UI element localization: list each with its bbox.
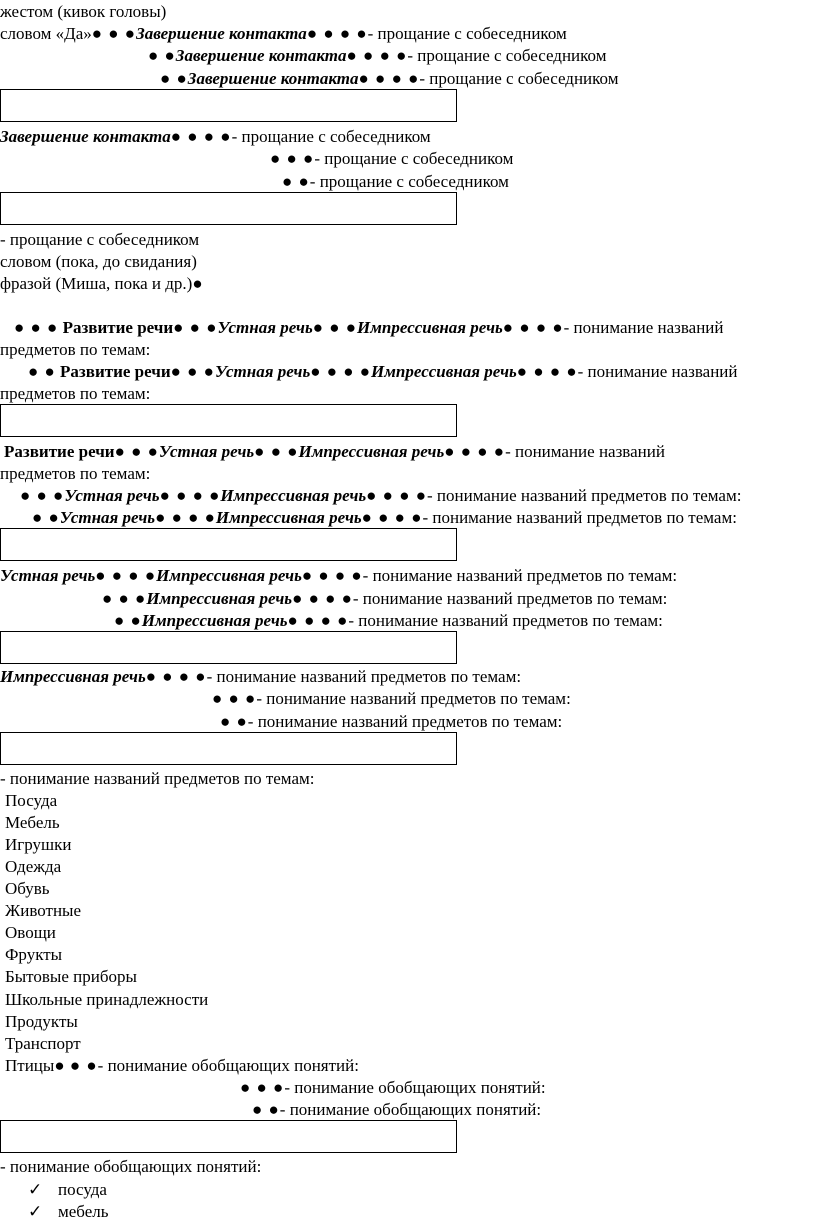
text: - понимание названий <box>563 318 724 337</box>
list-item: Школьные принадлежности <box>5 990 209 1009</box>
bullet-dots: ● ● ● ● <box>155 508 216 527</box>
bullet-dots: ● ● ● <box>240 1078 285 1097</box>
bullet-dots: ● ● ● ● <box>145 667 207 686</box>
empty-box <box>0 192 457 225</box>
bullet-dots: ● ● ● <box>91 24 137 43</box>
text: - прощание с собеседником <box>314 149 514 168</box>
bullet-dots: ● ● ● ● <box>306 24 368 43</box>
text: - понимание названий предметов по темам: <box>422 508 737 527</box>
text: фразой (Миша, пока и др.) <box>0 274 193 293</box>
text: - прощание с собеседником <box>231 127 431 146</box>
bullet-dots: ● ● <box>160 69 188 88</box>
checkmark-icon: ✓ <box>28 1202 43 1221</box>
heading-italic: Завершение контакта <box>187 69 359 88</box>
bullet-dots: ● <box>54 1056 66 1075</box>
list-item: Бытовые приборы <box>5 967 137 986</box>
text-line <box>4 442 665 462</box>
heading-italic: Устная речь <box>59 508 156 527</box>
text-line <box>212 689 571 709</box>
text: - понимание названий предметов по темам: <box>206 667 522 686</box>
heading-italic: Импрессивная речь <box>357 318 503 337</box>
empty-box <box>0 631 457 664</box>
text: - понимание названий предметов по темам: <box>247 712 563 731</box>
empty-box <box>0 528 457 561</box>
text: - понимание названий предметов по темам: <box>256 689 571 708</box>
text-line: предметов по темам: <box>0 464 151 483</box>
bullet-dots: ● ● ● ● <box>310 362 372 381</box>
heading-italic: Завершение контакта <box>136 24 307 43</box>
bullet-dots: ● ● ● <box>170 362 215 381</box>
text-line <box>0 24 567 44</box>
heading-italic: Устная речь <box>217 318 313 337</box>
empty-box <box>0 89 457 122</box>
text-line: словом (пока, до свидания) <box>0 252 197 271</box>
text: - понимание названий предметов по темам: <box>352 589 668 608</box>
text: Птицы <box>5 1056 55 1075</box>
heading-italic: Устная речь <box>214 362 311 381</box>
bullet-dots: ● ● <box>282 172 310 191</box>
list-item: Транспорт <box>5 1034 81 1053</box>
text-line <box>0 127 431 147</box>
text: - понимание названий предметов по темам: <box>348 611 663 630</box>
text: мебель <box>58 1202 109 1221</box>
bullet-dots: ● <box>192 274 203 293</box>
text-line <box>32 508 737 528</box>
bullet-dots: ● ● ● <box>14 318 59 337</box>
text: - понимание названий <box>505 442 665 461</box>
heading-bold: Развитие речи <box>62 318 174 337</box>
heading-italic: Импрессивная речь <box>215 508 362 527</box>
list-header: - понимание названий предметов по темам: <box>0 769 315 788</box>
text-line: предметов по темам: <box>0 340 151 359</box>
text-line <box>0 667 521 687</box>
text-line <box>252 1100 541 1120</box>
bullet-dots: ● ● ● ● <box>502 318 564 337</box>
bullet-dots: ● ● <box>69 1056 98 1075</box>
heading-italic: Устная речь <box>0 566 96 585</box>
list-item: Обувь <box>5 879 50 898</box>
bullet-dots: ● ● ● ● <box>366 486 427 505</box>
bullet-dots: ● ● ● <box>102 589 147 608</box>
bullet-dots: ● ● ● <box>20 486 65 505</box>
text: - понимание обобщающих понятий: <box>97 1056 359 1075</box>
bullet-dots: ● ● <box>28 362 56 381</box>
checklist-item <box>28 1202 109 1222</box>
text: - понимание обобщающих понятий: <box>279 1100 542 1119</box>
text-line <box>0 566 677 586</box>
bullet-dots: ● ● ● ● <box>444 442 506 461</box>
text-line <box>28 362 738 382</box>
heading-italic: Завершение контакта <box>175 46 347 65</box>
list-item: Продукты <box>5 1012 78 1031</box>
text: - понимание обобщающих понятий: <box>284 1078 546 1097</box>
text-line <box>282 172 509 192</box>
empty-box <box>0 1120 457 1153</box>
empty-box <box>0 732 457 765</box>
heading-italic: Устная речь <box>64 486 160 505</box>
text: - понимание названий <box>577 362 738 381</box>
bullet-dots: ● ● ● ● <box>358 69 420 88</box>
text-line <box>240 1078 546 1098</box>
text-line <box>220 712 562 732</box>
list-item: Овощи <box>5 923 56 942</box>
list-item: Игрушки <box>5 835 72 854</box>
heading-italic: Импрессивная речь <box>156 566 302 585</box>
bullet-dots: ● ● <box>252 1100 280 1119</box>
text: посуда <box>58 1180 107 1199</box>
heading-italic: Импрессивная речь <box>141 611 288 630</box>
list-item: Фрукты <box>5 945 63 964</box>
checklist-item <box>28 1180 107 1200</box>
bullet-dots: ● ● <box>114 611 142 630</box>
text: - понимание названий предметов по темам: <box>362 566 678 585</box>
text-line <box>0 274 203 294</box>
list-item: Мебель <box>5 813 60 832</box>
text: - прощание с собеседником <box>309 172 509 191</box>
text-line <box>160 69 618 89</box>
heading-italic: Импрессивная речь <box>146 589 293 608</box>
text-line <box>102 589 667 609</box>
heading-italic: Завершение контакта <box>0 127 171 146</box>
text: словом «Да» <box>0 24 92 43</box>
empty-box <box>0 404 457 437</box>
bullet-dots: ● ● ● <box>114 442 159 461</box>
checkmark-icon: ✓ <box>28 1180 43 1199</box>
text: - прощание с собеседником <box>419 69 619 88</box>
list-item: Одежда <box>5 857 62 876</box>
bullet-dots: ● ● ● <box>312 318 358 337</box>
heading-italic: Импрессивная речь <box>371 362 517 381</box>
bullet-dots: ● ● ● ● <box>287 611 349 630</box>
bullet-dots: ● ● ● ● <box>159 486 221 505</box>
bullet-dots: ● ● ● <box>254 442 299 461</box>
text-line: жестом (кивок головы) <box>0 2 167 21</box>
text-line: предметов по темам: <box>0 384 151 403</box>
bullet-dots: ● ● ● ● <box>361 508 423 527</box>
text-line: - прощание с собеседником <box>0 230 200 249</box>
heading-italic: Импрессивная речь <box>220 486 367 505</box>
bullet-dots: ● ● ● ● <box>301 566 363 585</box>
text-line <box>270 149 513 169</box>
list-item <box>5 1056 359 1076</box>
heading-bold: Развитие речи <box>60 362 171 381</box>
bullet-dots: ● ● <box>32 508 60 527</box>
text: - понимание названий предметов по темам: <box>426 486 742 505</box>
text-line <box>14 318 724 338</box>
text-line <box>148 46 606 66</box>
bullet-dots: ● ● ● <box>270 149 315 168</box>
bullet-dots: ● ● ● ● <box>95 566 157 585</box>
bullet-dots: ● ● ● <box>212 689 257 708</box>
list-header: - понимание обобщающих понятий: <box>0 1157 262 1176</box>
bullet-dots: ● ● ● ● <box>346 46 408 65</box>
text-line <box>20 486 741 506</box>
text: - прощание с собеседником <box>407 46 607 65</box>
heading-bold: Развитие речи <box>4 442 115 461</box>
heading-italic: Импрессивная речь <box>0 667 146 686</box>
text: - прощание с собеседником <box>367 24 567 43</box>
heading-italic: Устная речь <box>158 442 255 461</box>
text-line <box>114 611 663 631</box>
bullet-dots: ● ● ● ● <box>516 362 578 381</box>
list-item: Посуда <box>5 791 58 810</box>
bullet-dots: ● ● ● <box>173 318 218 337</box>
bullet-dots: ● ● ● ● <box>170 127 232 146</box>
bullet-dots: ● ● <box>220 712 248 731</box>
list-item: Животные <box>5 901 82 920</box>
heading-italic: Импрессивная речь <box>298 442 445 461</box>
bullet-dots: ● ● ● ● <box>292 589 353 608</box>
bullet-dots: ● ● <box>148 46 176 65</box>
